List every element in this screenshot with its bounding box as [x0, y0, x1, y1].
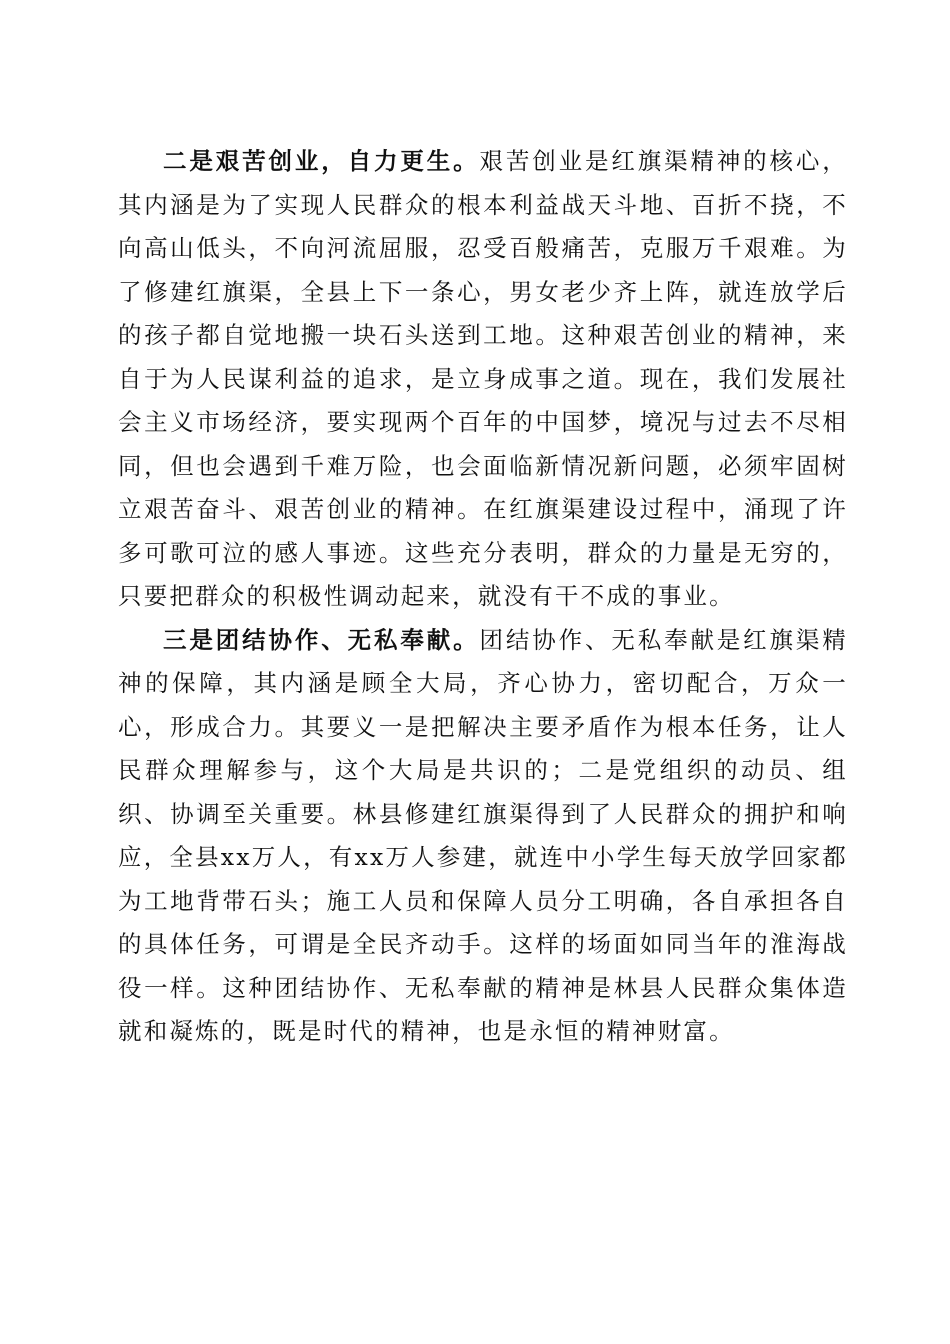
paragraph-unity-dedication [118, 619, 848, 1054]
paragraph-text: 团结协作、无私奉献是红旗渠精神的保障，其内涵是顾全大局，齐心协力，密切配合，万众一心，形成合力。其要义一是把解决主要矛盾作为根本任务，让人民群众理解参与，这个大局是共识的；二是党组织的动员、组织、协调至关重要。林县修建红旗渠得到了人民群众的拥护和响应，全县xx万人，有xx万人参建，就连中小学生每天放学回家都为工地背带石头；施工人员和保障人员分工明确，各自承担各自的具体任务，可谓是全民齐动手。这样的场面如同当年的淮海战役一样。这种团结协作、无私奉献的精神是林县人民群众集体造就和凝炼的，既是时代的精神，也是永恒的精神财富。 [118, 625, 849, 1045]
paragraph-hardship-entrepreneurship [118, 140, 848, 619]
paragraph-lead-heading: 三是团结协作、无私奉献。 [163, 625, 480, 654]
paragraph-lead-heading: 二是艰苦创业，自力更生。 [163, 147, 480, 175]
document-body [118, 140, 848, 1054]
paragraph-text: 艰苦创业是红旗渠精神的核心，其内涵是为了实现人民群众的根本利益战天斗地、百折不挠，不向高山低头，不向河流屈服，忍受百般痛苦，克服万千艰难。为了修建红旗渠，全县上下一条心，男女老少齐上阵，就连放学后的孩子都自觉地搬一块石头送到工地。这种艰苦创业的精神，来自于为人民谋利益的追求，是立身成事之道。现在，我们发展社会主义市场经济，要实现两个百年的中国梦，境况与过去不尽相同，但也会遇到千难万险，也会面临新情况新问题，必须牢固树立艰苦奋斗、艰苦创业的精神。在红旗渠建设过程中，涌现了许多可歌可泣的感人事迹。这些充分表明，群众的力量是无穷的，只要把群众的积极性调动起来，就没有干不成的事业。 [118, 147, 848, 610]
